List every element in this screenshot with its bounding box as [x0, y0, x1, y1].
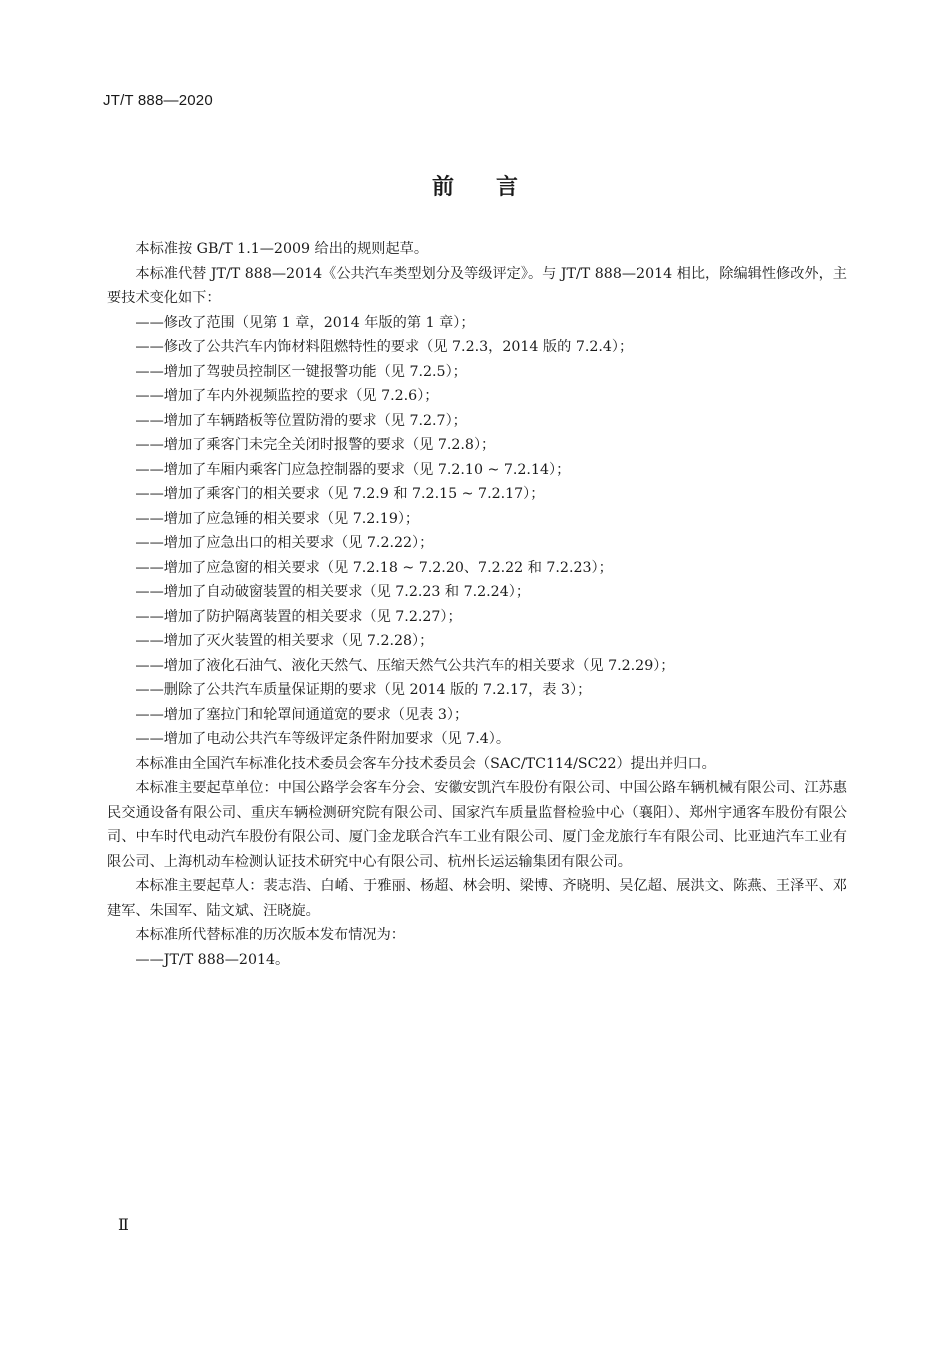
change-item: ——增加了应急出口的相关要求（见 7.2.22）； — [135, 535, 434, 551]
change-item: ——增加了车辆踏板等位置防滑的要求（见 7.2.7）； — [135, 412, 467, 429]
history-item: ——JT/T 888—2014。 — [135, 951, 290, 968]
change-item: ——增加了应急锤的相关要求（见 7.2.19）； — [135, 510, 420, 527]
change-item: ——增加了驾驶员控制区一键报警功能（见 7.2.5）； — [135, 363, 467, 380]
change-item: ——增加了防护隔离装置的相关要求（见 7.2.27）； — [135, 608, 462, 625]
changes-list — [107, 311, 847, 752]
change-item: ——删除了公共汽车质量保证期的要求（见 2014 版的 7.2.17，表 3）； — [135, 682, 592, 698]
paragraph-drafting-units: 本标准主要起草单位：中国公路学会客车分会、安徽安凯汽车股份有限公司、中国公路车辆机械有限公司、江苏惠民交通设备有限公司、重庆车辆检测研究院有限公司、国家汽车质量监督检验中心（襄阳）、郑州宇通客车股份有限公司、中车时代电动汽车股份有限公司、厦门金龙联合汽车工业有限公司、厦门金龙旅行车有限公司、比亚迪汽车工业有限公司、上海机动车检测认证技术研究中心有限公司、杭州长运运输集团有限公司。 — [107, 780, 847, 870]
change-item: ——增加了乘客门的相关要求（见 7.2.9 和 7.2.15 ~ 7.2.17）； — [135, 486, 545, 502]
change-item: ——修改了公共汽车内饰材料阻燃特性的要求（见 7.2.3，2014 版的 7.2.4）； — [135, 339, 634, 355]
paragraph-proposal: 本标准由全国汽车标准化技术委员会客车分技术委员会（SAC/TC114/SC22）提出并归口。 — [135, 755, 716, 772]
change-item: ——增加了自动破窗装置的相关要求（见 7.2.23 和 7.2.24）； — [135, 584, 531, 600]
standard-code-header: JT/T 888—2020 — [103, 92, 213, 109]
change-item: ——增加了液化石油气、液化天然气、压缩天然气公共汽车的相关要求（见 7.2.29）； — [135, 657, 675, 674]
change-item: ——修改了范围（见第 1 章，2014 年版的第 1 章）； — [135, 314, 475, 331]
change-item: ——增加了塞拉门和轮罩间通道宽的要求（见表 3）； — [135, 706, 469, 723]
page-number: Ⅱ — [118, 1215, 129, 1234]
foreword-body — [107, 237, 847, 972]
change-item: ——增加了灭火装置的相关要求（见 7.2.28）； — [135, 633, 434, 649]
paragraph-drafting-rule: 本标准按 GB/T 1.1—2009 给出的规则起草。 — [135, 241, 429, 257]
change-item: ——增加了车厢内乘客门应急控制器的要求（见 7.2.10 ~ 7.2.14）； — [135, 461, 571, 478]
change-item: ——增加了乘客门未完全关闭时报警的要求（见 7.2.8）； — [135, 437, 496, 453]
paragraph-replacement: 本标准代替 JT/T 888—2014《公共汽车类型划分及等级评定》。与 JT/T 888—2014 相比，除编辑性修改外，主要技术变化如下： — [107, 265, 847, 306]
paragraph-history-intro: 本标准所代替标准的历次版本发布情况为： — [135, 927, 405, 943]
page-title: 前言 — [431, 175, 560, 200]
change-item: ——增加了应急窗的相关要求（见 7.2.18 ~ 7.2.20、7.2.22 和 7.2.23）； — [135, 559, 613, 576]
change-item: ——增加了车内外视频监控的要求（见 7.2.6）； — [135, 388, 439, 404]
change-item: ——增加了电动公共汽车等级评定条件附加要求（见 7.4）。 — [135, 731, 511, 747]
paragraph-drafters: 本标准主要起草人：裴志浩、白崤、于雅丽、杨超、林会明、梁博、齐晓明、吴亿超、展洪文、陈燕、王泽平、邓建军、朱国军、陆文斌、汪晓旋。 — [107, 878, 847, 919]
